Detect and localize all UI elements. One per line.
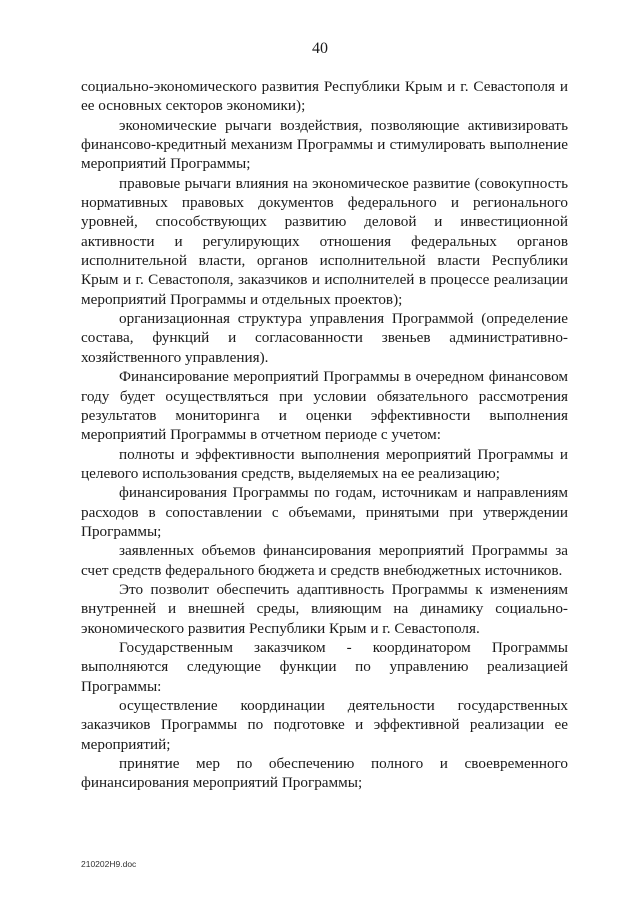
paragraph-measures: принятие мер по обеспечению полного и своевременного финансирования мероприятий Программы; <box>81 755 568 792</box>
paragraph-adaptivity: Это позволит обеспечить адаптивность Программы к изменениям внутренней и внешней среды, влияющим на динамику социально-экономического развития Республики Крым и г. Севастополя. <box>81 580 568 637</box>
paragraph-org-structure: организационная структура управления Программой (определение состава, функций и согласованности звеньев административно-хозяйственного управления). <box>81 310 568 366</box>
paragraph-coordinator: Государственным заказчиком - координатором Программы выполняются следующие функции по управлению реализацией Программы: <box>81 638 568 695</box>
paragraph-financing: Финансирование мероприятий Программы в очередном финансовом году будет осуществляться при условии обязательного рассмотрения результатов мониторинга и оценки эффективности выполнения мероприятий Программы в отчетном периоде с учетом: <box>81 368 568 444</box>
document-body <box>81 77 568 793</box>
paragraph-legal-levers: правовые рычаги влияния на экономическое развитие (совокупность нормативных правовых документов федерального и регионального уровней, способствующих развитию деловой и инвестиционной активности и регулирующих отношения федеральных органов исполнительной власти, органов исполнительной власти Республики Крым и г. Севастополя, заказчиков и исполнителей в процессе реализации мероприятий Программы и отдельных проектов); <box>81 174 568 308</box>
paragraph-declared-volumes: заявленных объемов финансирования мероприятий Программы за счет средств федерального бюджета и средств внебюджетных источников. <box>81 542 568 579</box>
paragraph-completeness: полноты и эффективности выполнения мероприятий Программы и целевого использования средств, выделяемых на ее реализацию; <box>81 445 568 482</box>
paragraph-economic-levers: экономические рычаги воздействия, позволяющие активизировать финансово-кредитный механизм Программы и стимулировать выполнение мероприятий Программы; <box>81 116 568 173</box>
page-number: 40 <box>312 40 328 57</box>
paragraph-financing-by-year: финансирования Программы по годам, источникам и направлениям расходов в сопоставлении с объемами, принятыми при утверждении Программы; <box>81 484 568 540</box>
paragraph-continuation: социально-экономического развития Республики Крым и г. Севастополя и ее основных секторов экономики); <box>81 78 568 115</box>
paragraph-coordination: осуществление координации деятельности государственных заказчиков Программы по подготовке и эффективной реализации ее мероприятий; <box>81 697 568 753</box>
footer-file-code: 210202Н9.doc <box>81 859 137 869</box>
